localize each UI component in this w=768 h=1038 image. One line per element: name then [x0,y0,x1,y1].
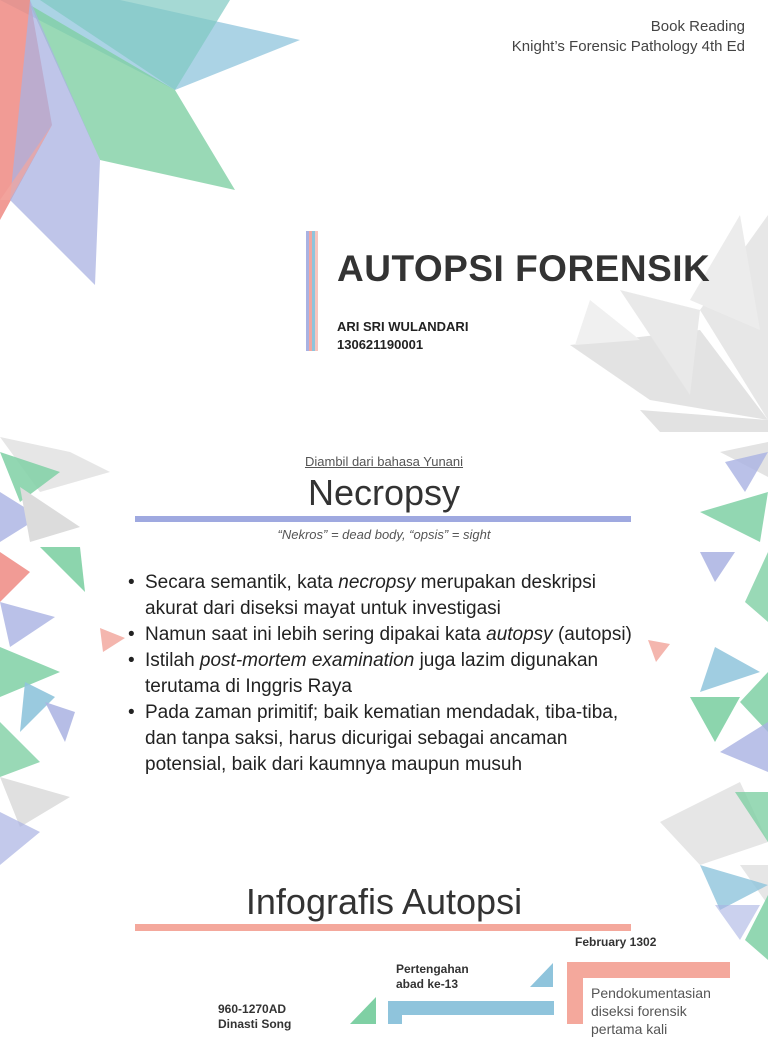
title-accent-bar [306,231,318,351]
author-id: 130621190001 [337,337,424,352]
title-underline [135,516,631,522]
bullet-list [128,570,648,778]
title-slide [0,0,768,432]
header-line-1: Book Reading [650,18,745,35]
author-block [337,318,468,354]
infographic-slide [0,865,768,1037]
page-title: AUTOPSI FORENSIK [337,248,711,289]
bullet-item: • Secara semantik, kata necropsy merupakan deskripsi akurat dari diseksi mayat untuk investigasi [128,570,648,622]
timeline-mid-13th-century: Pertengahan abad ke-13 [396,962,469,991]
slide-title: Infografis Autopsi [245,881,523,922]
necropsy-slide [0,432,768,865]
author-name: ARI SRI WULANDARI [337,319,469,334]
bullet-item: • Istilah post-mortem examination juga lazim digunakan terutama di Inggris Raya [128,648,648,700]
title-underline [135,924,631,931]
header-caption [512,17,745,57]
etymology-caption: “Nekros” = dead body, “opsis” = sight [277,527,491,542]
bullet-item: • Namun saat ini lebih sering dipakai kata autopsy (autopsi) [128,622,648,648]
slide-title: Necropsy [307,472,461,513]
timeline-description: Pendokumentasian diseksi forensik pertama kali [591,985,711,1037]
timeline-song-dynasty: 960-1270AD Dinasti Song [218,1002,292,1031]
decorative-shapes [0,0,768,432]
slide-subtitle: Diambil dari bahasa Yunani [304,454,464,469]
bullet-item: • Pada zaman primitif; baik kematian mendadak, tiba-tiba, dan tanpa saksi, harus dicurigai sebagai ancaman potensial, baik dari kaumnya maupun musuh [128,700,648,778]
timeline-date-1302: February 1302 [575,935,657,949]
header-line-2: Knight’s Forensic Pathology 4th Ed [511,38,745,55]
